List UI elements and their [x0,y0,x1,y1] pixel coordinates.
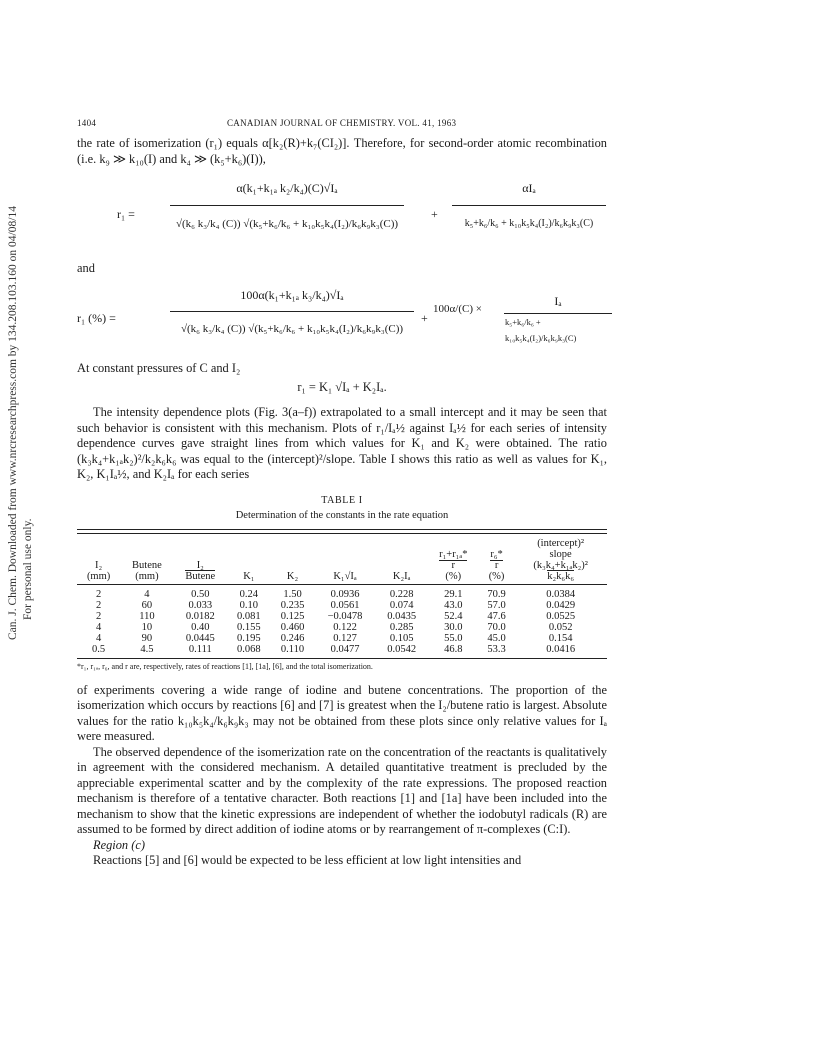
table-1 [77,495,607,671]
eq1-numerator2: αIₐ [452,171,606,206]
rate-constants-table [77,529,607,659]
col-k1ia: K₁√Iₐ [314,538,375,585]
eq2-numerator: 100α(k₁+k₁ₐ k₃/k₄)√Iₐ [170,279,414,312]
col-ratio-constants: (intercept)² slope (k₃k₄+k₁ₐk₂)² k₂k₆k₆ [514,538,607,585]
table-row: 4 90 0.0445 0.195 0.246 0.127 0.105 55.0 45.0 0.154 [95,632,573,644]
equation-r1-percent [77,279,607,359]
eq1-fraction [167,171,407,242]
eq2-plus: + [421,310,428,325]
table-row: 0.5 4.5 0.111 0.068 0.110 0.0477 0.0542 46.8 53.3 0.0416 [77,644,607,659]
paragraph-rate: the rate of isomerization (r₁) equals α[k₂(R)+k₇(CI₂)]. Therefore, for second-order atomic recombination (i.e. k₉ ≫ k₁₀(I) and k₄ ≫ (k₅+k₆)(I)), [77,136,607,166]
paragraph-experiments: of experiments covering a wide range of iodine and butene concentrations. The proportion of the isomerization which occurs by reactions [6] and [7] is greatest when the I₂/butene ratio is largest. Absolute values for the ratio k₁₀k₅k₄/k₆k₉k₃ may not be obtained from these plots since only relative values for Iₐ were measured. [77,682,607,743]
paragraph-mechanism: The observed dependence of the isomerization rate on the concentration of the reactants is qualitatively in agreement with the considered mechanism. A detailed quantitative treatment is precluded by the appreciable experimental scatter and by the complexity of the rate expressions. The proposed reaction mechanism is therefore of a tentative character. Both reactions [1] and [1a] have been included into the mechanism to show that the kinetic expressions are independent of whether the iodobutyl radicals (R) are assumed to be formed by direct addition of iodine atoms or by rearrangement of π-complexes (C:I). [77,744,607,836]
eq1-plus: + [431,207,438,221]
eq2-fraction2 [503,289,613,346]
paragraph-intensity: The intensity dependence plots (Fig. 3(a–f)) extrapolated to a small intercept and it may be seen that such behavior is consistent with this mechanism. Plots of r₁/Iₐ½ against Iₐ½ for each series of intensity dependence curves gave straight lines from which values for K₁ and K₂ were obtained. The ratio (k₃k₄+k₁ₐk₂)²/k₂k₆k₆ was equal to the (intercept)²/slope. Table I shows this ratio as well as values for K₁, K₂, K₁Iₐ½, and K₂Iₐ for each series [77,405,607,481]
page-number: 1404 [77,118,97,128]
running-title: CANADIAN JOURNAL OF CHEMISTRY. VOL. 41, 1963 [227,118,457,128]
table-row: 2 60 0.033 0.10 0.235 0.0561 0.074 43.0 57.0 0.0429 [95,599,576,611]
table-row: 2 110 0.0182 0.081 0.125 −0.0478 0.0435 52.4 47.6 0.0525 [95,610,576,622]
equation-simple: r₁ = K₁ √Iₐ + K₂Iₐ. [297,380,387,394]
table-row: 4 10 0.40 0.155 0.460 0.122 0.285 30.0 70.0 0.052 [95,621,573,633]
col-r1: r₁+r₁ₐ* r (%) [428,538,479,585]
eq1-denominator: √(k₆ k₃/k₄ (C)) √(k₅+k₆/k₆ + k₁₀k₅k₄(I₂)/k₆k₉k₃(C)) [175,218,399,230]
download-notice [4,120,44,640]
col-butene: Butene (mm) [120,538,173,585]
equation-r1 [77,171,607,259]
section-heading-region-c: Region (c) [93,837,145,852]
table-title: TABLE I [321,494,363,506]
eq2-lhs: r₁ (%) = [77,310,116,325]
col-i2: I₂ (mm) [77,538,120,585]
page-content [77,118,607,868]
eq2-coefficient: 100α/(C) × [433,302,482,315]
col-k1: K₁ [227,538,271,585]
table-row: 2 4 0.50 0.24 1.50 0.0936 0.228 29.1 70.9 0.0384 [95,588,576,600]
eq1-numerator: α(k₁+k₁ₐ k₂/k₄)(C)√Iₐ [170,171,404,206]
eq1-fraction2 [449,171,609,242]
table-footnote: *r₁, r₁ₐ, r₆, and r are, respectively, rates of reactions [1], [1a], [6], and the total isomerization. [77,661,373,671]
download-notice-line2: For personal use only. [22,518,34,620]
paragraph-constant-pressure: At constant pressures of C and I₂ [77,360,241,375]
eq2-denominator: √(k₆ k₃/k₄ (C)) √(k₅+k₆/k₆ + k₁₀k₅k₄(I₂)/k₆k₉k₃(C)) [180,322,404,335]
eq1-lhs: r₁ = [117,207,135,221]
running-header [77,118,607,128]
table-caption: Determination of the constants in the rate equation [235,509,449,521]
eq1-denominator2: k₅+k₆/k₆ + k₁₀k₅k₄(I₂)/k₆k₉k₃(C) [464,218,594,229]
col-r6: r₆* r (%) [479,538,514,585]
col-ratio: I₂ Butene [174,538,227,585]
eq2-denominator2: k₅+k₆/k₆ + k₁₀k₅k₄(I₂)/k₆k₉k₃(C) [505,316,577,343]
paragraph-region-c: Reactions [5] and [6] would be expected to be less efficient at low light intensities and [93,852,522,867]
download-notice-line1: Can. J. Chem. Downloaded from www.nrcresearchpress.com by 134.208.103.160 on 04/08/14 [7,206,19,640]
eq2-fraction [167,279,417,346]
col-k2ia: K₂Iₐ [376,538,428,585]
eq2-numerator2: Iₐ [504,289,612,314]
col-k2: K₂ [271,538,315,585]
word-and: and [77,261,95,275]
